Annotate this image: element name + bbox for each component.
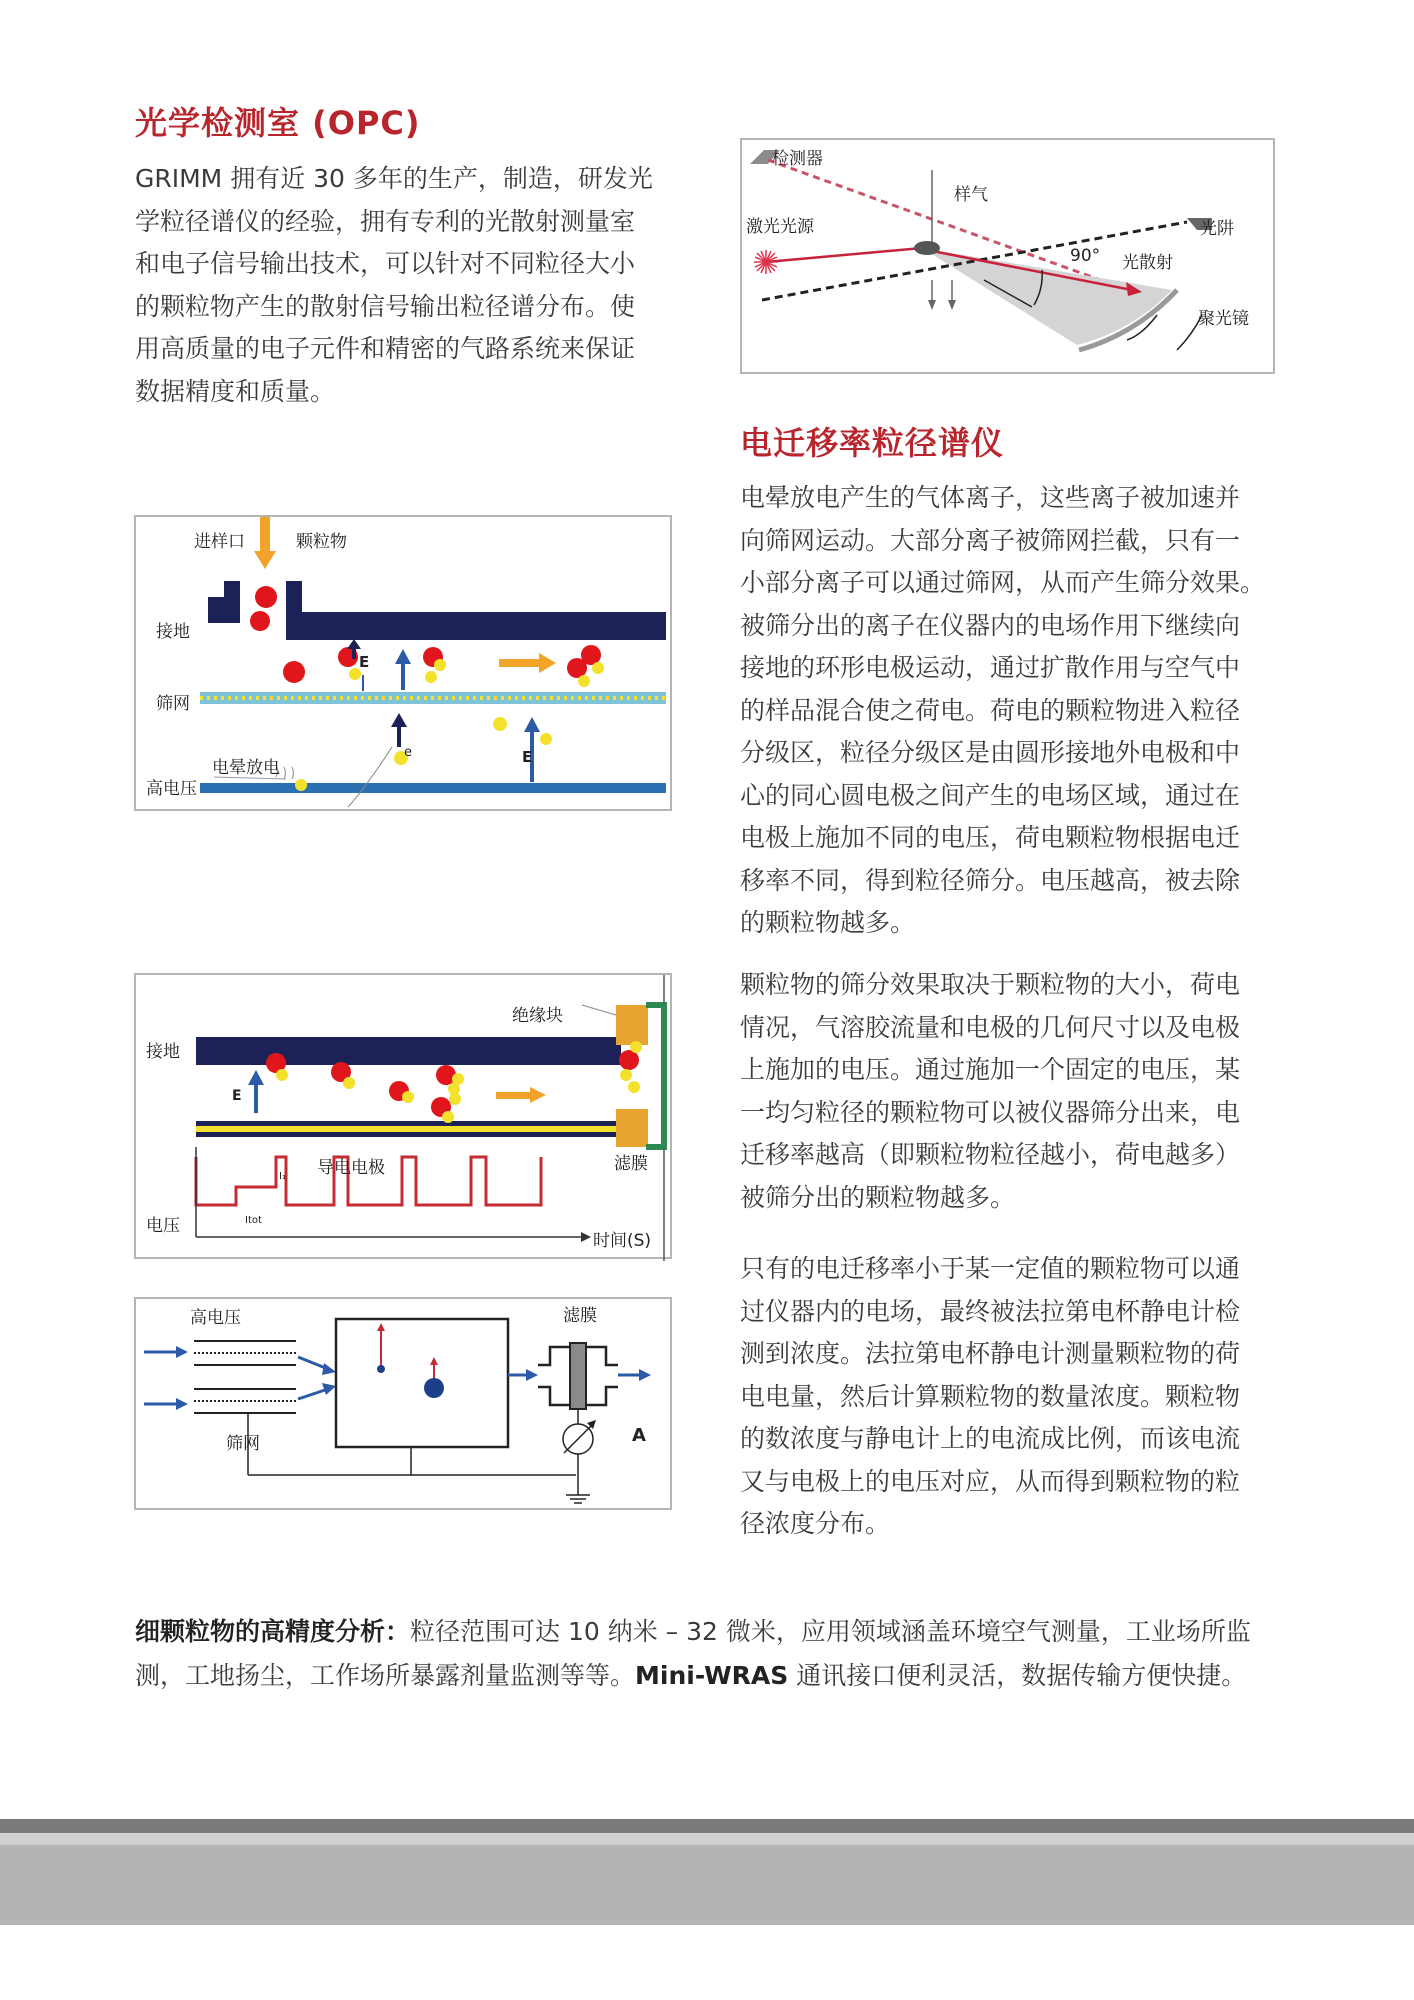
paragraph-line: 分级区，粒径分级区是由圆形接地外电极和中	[740, 738, 1241, 767]
ammeter-label: A	[632, 1425, 646, 1446]
paragraph-line: 一均匀粒径的颗粒物可以被仪器筛分出来，电	[740, 1097, 1241, 1127]
classifier-chamber	[336, 1319, 508, 1447]
e-field-symbol-3: E	[232, 1088, 242, 1104]
paragraph-line: 被筛分出的离子在仪器内的电场作用下继续向	[740, 610, 1241, 640]
opc-paragraph	[135, 158, 670, 413]
paragraph-line: 接地的环形电极运动，通过扩散作用与空气中	[740, 653, 1241, 682]
corona-label: 电晕放电	[212, 758, 280, 778]
paragraph-line: 电晕放电产生的气体离子，这些离子被加速并	[740, 483, 1241, 512]
i1-label: I₁	[279, 1171, 286, 1182]
insulator-label: 绝缘块	[512, 1006, 563, 1026]
paragraph-line: 颗粒物的筛分效果取决于颗粒物的大小，荷电	[740, 970, 1241, 999]
classifier-diagram-graphic	[136, 975, 674, 1261]
paragraph-line: 用高质量的电子元件和精密的气路系统来保证	[135, 334, 636, 363]
electrode-label: 导电电极	[317, 1158, 385, 1178]
center-electrode	[196, 1132, 621, 1137]
filter-label-2: 滤膜	[614, 1154, 648, 1174]
inlet-arrows	[176, 1398, 188, 1410]
electron-label: e	[404, 745, 412, 760]
ground-electrode	[196, 1037, 621, 1065]
footer-text-2: 通讯接口便利灵活，数据传输方便快捷。	[788, 1661, 1247, 1690]
paragraph-line: 测到浓度。法拉第电杯静电计测量颗粒物的荷	[740, 1339, 1241, 1368]
field-arrow-2	[248, 1070, 264, 1085]
itot-label: Itot	[245, 1215, 262, 1226]
sample-gas-label: 样气	[954, 185, 988, 205]
scatter-label: 光散射	[1122, 253, 1173, 273]
mirror-label: 聚光镜	[1198, 309, 1249, 329]
laser-source-icon	[754, 250, 778, 274]
emc-paragraph-2	[740, 964, 1275, 1219]
paragraph-line: 的颗粒物越多。	[740, 908, 916, 937]
filter-frame	[646, 1005, 664, 1147]
filter-element	[570, 1343, 586, 1409]
paragraph-line: 过仪器内的电场，最终被法拉第电杯静电计检	[740, 1296, 1241, 1326]
paragraph-line: 情况，气溶胶流量和电极的几何尺寸以及电极	[740, 1012, 1241, 1042]
footer-note	[135, 1610, 1280, 1698]
circuit-diagram	[134, 1297, 672, 1510]
e-field-symbol-1: E	[359, 653, 370, 671]
high-voltage-label-3: 高电压	[190, 1308, 241, 1328]
emc-paragraph-3	[740, 1248, 1275, 1546]
ground-label-2: 接地	[146, 1042, 180, 1062]
inlet-label: 进样口	[194, 532, 245, 552]
voltage-label: 电压	[146, 1216, 180, 1236]
paragraph-line: 只有的电迁移率小于某一定值的颗粒物可以通	[740, 1254, 1241, 1283]
paragraph-line: 被筛分出的颗粒物越多。	[740, 1182, 1016, 1212]
paragraph-line: 迁移率越高（即颗粒物粒径越小，荷电越多）	[740, 1140, 1241, 1169]
ground-plate	[286, 612, 666, 640]
paragraph-line: 和电子信号输出技术，可以针对不同粒径大小	[135, 249, 636, 278]
footer-bold-2: Mini-WRAS	[635, 1661, 789, 1690]
paragraph-line: 心的同心圆电极之间产生的电场区域，通过在	[740, 780, 1241, 810]
emc-paragraph-1	[740, 477, 1275, 945]
paragraph-line: 移率不同，得到粒径筛分。电压越高，被去除	[740, 865, 1241, 895]
high-voltage-bar	[200, 783, 666, 793]
high-voltage-label-1: 高电压	[146, 779, 197, 799]
paragraph-line: 又与电极上的电压对应，从而得到颗粒物的粒	[740, 1466, 1241, 1496]
corona-diagram	[134, 515, 672, 811]
flow-arrow	[539, 653, 556, 673]
filter-label-3: 滤膜	[563, 1306, 597, 1326]
footer-text-1: 粒径范围可达 10 纳米 – 32 微米，应用领域涵盖环境空气测量，工业场所监测，工地扬尘，工作场所暴露剂量监测等等。	[135, 1617, 1251, 1690]
paragraph-line: 数据精度和质量。	[135, 376, 336, 406]
light-trap-label: 光阱	[1200, 219, 1234, 239]
footer-bold-1: 细颗粒物的高精度分析：	[135, 1617, 411, 1646]
paragraph-line: 径浓度分布。	[740, 1509, 891, 1538]
particle-ellipse	[914, 241, 940, 255]
paragraph-line: 学粒径谱仪的经验，拥有专利的光散射测量室	[135, 206, 636, 236]
circuit-diagram-graphic	[136, 1299, 674, 1512]
field-arrow	[524, 717, 540, 732]
paragraph-line: 电电量，然后计算颗粒物的数量浓度。颗粒物	[740, 1381, 1241, 1411]
paragraph-line: 的颗粒物产生的散射信号输出粒径谱分布。使	[135, 291, 636, 321]
footer-bar-thin	[0, 1833, 1414, 1845]
paragraph-line: 电极上施加不同的电压，荷电颗粒物根据电迁	[740, 823, 1241, 852]
classifier-diagram	[134, 973, 672, 1259]
inlet-arrow	[254, 551, 276, 569]
detector-label: 检测器	[772, 149, 823, 169]
e-field-symbol-2: E	[522, 748, 533, 766]
mesh-label-1: 筛网	[156, 694, 190, 714]
mesh-label-3: 筛网	[226, 1434, 260, 1454]
emc-title: 电迁移率粒径谱仪	[740, 424, 1005, 462]
paragraph-line: GRIMM 拥有近 30 多年的生产，制造，研发光	[135, 164, 653, 193]
paragraph-line: 的样品混合使之荷电。荷电的颗粒物进入粒径	[740, 695, 1241, 725]
laser-beam	[766, 248, 922, 262]
paragraph-line: 向筛网运动。大部分离子被筛网拦截，只有一	[740, 525, 1241, 555]
opc-diagram-graphic	[742, 140, 1277, 376]
ground-label-1: 接地	[156, 622, 190, 642]
time-label: 时间(S)	[593, 1231, 652, 1251]
angle-label: 90°	[1070, 246, 1101, 266]
paragraph-line: 小部分离子可以通过筛网，从而产生筛分效果。	[740, 568, 1266, 597]
particles-label: 颗粒物	[296, 532, 347, 552]
laser-source-label: 激光光源	[746, 217, 814, 237]
opc-diagram	[740, 138, 1275, 374]
opc-title: 光学检测室 (OPC)	[135, 104, 421, 142]
footer-bar-light	[0, 1845, 1414, 1925]
paragraph-line: 上施加的电压。通过施加一个固定的电压，某	[740, 1055, 1241, 1084]
flow-arrow-2	[530, 1087, 546, 1103]
paragraph-line: 的数浓度与静电计上的电流成比例，而该电流	[740, 1424, 1241, 1453]
footer-bar-dark	[0, 1819, 1414, 1833]
